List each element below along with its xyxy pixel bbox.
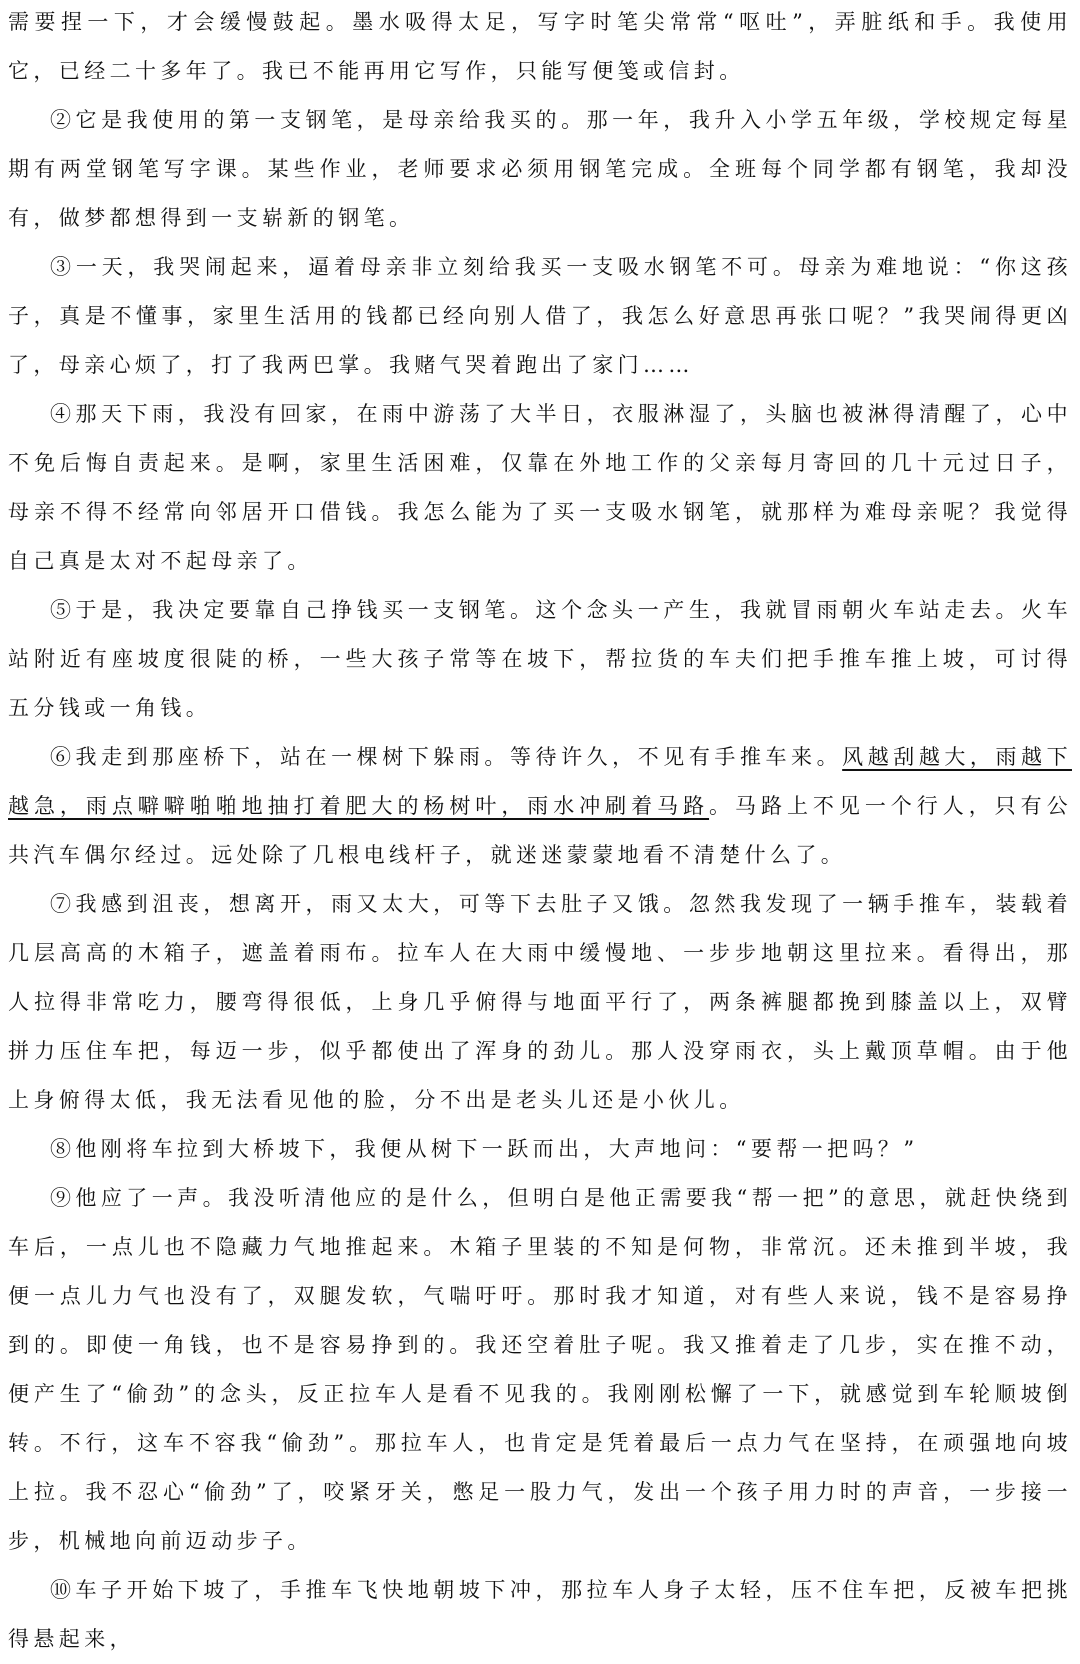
paragraph-p2 (0, 96, 1080, 243)
paragraph-p7 (0, 880, 1080, 1125)
paragraph-p8 (0, 1125, 1080, 1174)
paragraph-text: ⑥我走到那座桥下，站在一棵树下躲雨。等待许久，不见有手推车来。 (50, 745, 843, 769)
paragraph-text: ④那天下雨，我没有回家，在雨中游荡了大半日，衣服淋湿了，头脑也被淋得清醒了，心中不免后悔自责起来。是啊，家里生活困难，仅靠在外地工作的父亲每月寄回的几十元过日子，母亲不得不经常向邻居开口借钱。我怎么能为了买一支吸水钢笔，就那样为难母亲呢？我觉得自己真是太对不起母亲了。 (8, 402, 1072, 573)
paragraph-text: ⑨他应了一声。我没听清他应的是什么，但明白是他正需要我“帮一把”的意思，就赶快绕到车后，一点儿也不隐藏力气地推起来。木箱子里装的不知是何物，非常沉。还未推到半坡，我便一点儿力气也没有了，双腿发软，气喘吁吁。那时我才知道，对有些人来说，钱不是容易挣到的。即使一角钱，也不是容易挣到的。我还空着肚子呢。我又推着走了几步，实在推不动，便产生了“偷劲”的念头，反正拉车人是看不见我的。我刚刚松懈了一下，就感觉到车轮顺坡倒转。不行，这车不容我“偷劲”。那拉车人，也肯定是凭着最后一点力气在坚持，在顽强地向坡上拉。我不忍心“偷劲”了，咬紧牙关，憋足一股力气，发出一个孩子用力时的声音，一步接一步，机械地向前迈动步子。 (8, 1186, 1072, 1553)
paragraph-text: ②它是我使用的第一支钢笔，是母亲给我买的。那一年，我升入小学五年级，学校规定每星期有两堂钢笔写字课。某些作业，老师要求必须用钢笔完成。全班每个同学都有钢笔，我却没有，做梦都想得到一支崭新的钢笔。 (8, 108, 1072, 230)
paragraph-p5 (0, 586, 1080, 733)
paragraph-p9 (0, 1174, 1080, 1566)
paragraph-p1-cont (0, 0, 1080, 96)
paragraph-text: 。马路上不见一个行人，只有公共汽车偶尔经过。远处除了几根电线杆子，就迷迷蒙蒙地看不清楚什么了。 (8, 794, 1072, 867)
paragraph-text: ③一天，我哭闹起来，逼着母亲非立刻给我买一支吸水钢笔不可。母亲为难地说：“你这孩子，真是不懂事，家里生活用的钱都已经向别人借了，我怎么好意思再张口呢？”我哭闹得更凶了，母亲心烦了，打了我两巴掌。我赌气哭着跑出了家门…… (8, 255, 1072, 377)
paragraph-p4 (0, 390, 1080, 586)
paragraph-text: 需要捏一下，才会缓慢鼓起。墨水吸得太足，写字时笔尖常常“呕吐”，弄脏纸和手。我使用它，已经二十多年了。我已不能再用它写作，只能写便笺或信封。 (8, 10, 1072, 83)
paragraph-p6 (0, 733, 1080, 880)
paragraph-p3 (0, 243, 1080, 390)
paragraph-text: ⑩车子开始下坡了，手推车飞快地朝坡下冲，那拉车人身子太轻，压不住车把，反被车把挑得悬起来， (8, 1578, 1072, 1651)
underlined-sentence: 风越刮越大，雨越下越急，雨点噼噼啪啪地抽打着肥大的杨树叶，雨水冲刷着马路 (8, 745, 1072, 818)
paragraph-p10 (0, 1566, 1080, 1664)
paragraph-text: ⑦我感到沮丧，想离开，雨又太大，可等下去肚子又饿。忽然我发现了一辆手推车，装载着几层高高的木箱子，遮盖着雨布。拉车人在大雨中缓慢地、一步步地朝这里拉来。看得出，那人拉得非常吃力，腰弯得很低，上身几乎俯得与地面平行了，两条裤腿都挽到膝盖以上，双臂拼力压住车把，每迈一步，似乎都使出了浑身的劲儿。那人没穿雨衣，头上戴顶草帽。由于他上身俯得太低，我无法看见他的脸，分不出是老头儿还是小伙儿。 (8, 892, 1072, 1112)
paragraph-text: ⑧他刚将车拉到大桥坡下，我便从树下一跃而出，大声地问：“要帮一把吗？” (50, 1137, 919, 1161)
paragraph-text: ⑤于是，我决定要靠自己挣钱买一支钢笔。这个念头一产生，我就冒雨朝火车站走去。火车站附近有座坡度很陡的桥，一些大孩子常等在坡下，帮拉货的车夫们把手推车推上坡，可讨得五分钱或一角钱。 (8, 598, 1072, 720)
